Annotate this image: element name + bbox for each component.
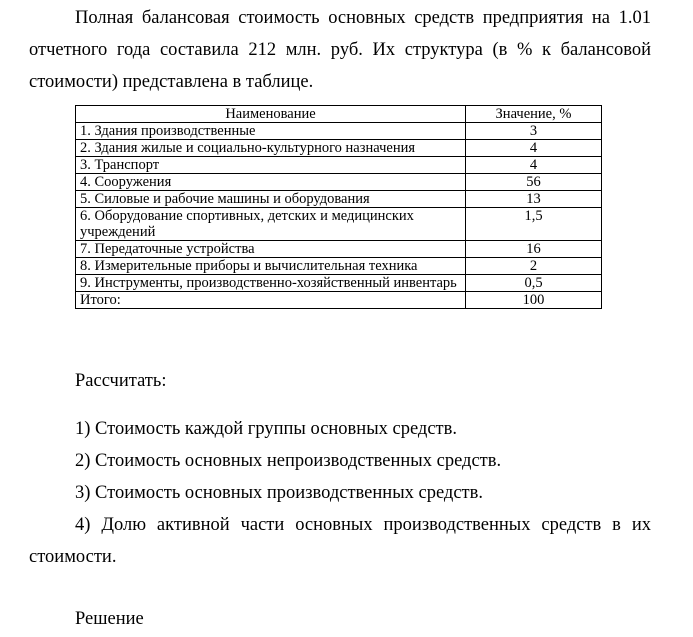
column-header-name: Наименование (76, 106, 466, 123)
row-value: 4 (466, 140, 602, 157)
table-row (76, 140, 602, 157)
task-item-4: 4) Долю активной части основных производственных средств в их стоимости. (29, 515, 651, 567)
row-value: 3 (466, 123, 602, 140)
table-row (76, 191, 602, 208)
table-row (76, 208, 602, 241)
row-name: 7. Передаточные устройства (76, 241, 466, 258)
task-item-3: 3) Стоимость основных производственных средств. (75, 483, 483, 503)
table-row (76, 123, 602, 140)
task-item-2: 2) Стоимость основных непроизводственных средств. (75, 451, 502, 471)
column-header-value: Значение, % (466, 106, 602, 123)
row-value: 4 (466, 157, 602, 174)
fixed-assets-structure-table (75, 105, 602, 309)
table-row (76, 174, 602, 191)
row-value: 13 (466, 191, 602, 208)
total-value: 100 (466, 292, 602, 309)
row-name: 4. Сооружения (76, 174, 466, 191)
table-total-row (76, 292, 602, 309)
task-item-1: 1) Стоимость каждой группы основных средств. (75, 419, 457, 439)
row-name: 2. Здания жилые и социально-культурного назначения (76, 140, 466, 157)
row-name: 8. Измерительные приборы и вычислительная техника (76, 258, 466, 275)
row-name: 6. Оборудование спортивных, детских и медицинских учреждений (76, 208, 466, 241)
table-row (76, 258, 602, 275)
row-value: 0,5 (466, 275, 602, 292)
table-row (76, 241, 602, 258)
row-value: 2 (466, 258, 602, 275)
solution-heading: Решение (75, 609, 144, 629)
row-name: 9. Инструменты, производственно-хозяйственный инвентарь (76, 275, 466, 292)
row-name: 1. Здания производственные (76, 123, 466, 140)
row-value: 16 (466, 241, 602, 258)
row-name: 5. Силовые и рабочие машины и оборудования (76, 191, 466, 208)
row-name: 3. Транспорт (76, 157, 466, 174)
intro-paragraph: Полная балансовая стоимость основных средств предприятия на 1.01 отчетного года составила 212 млн. руб. Их структура (в % к балансовой стоимости) представлена в таблице. (29, 8, 651, 92)
table-row (76, 275, 602, 292)
row-value: 1,5 (466, 208, 602, 241)
table-header-row (76, 106, 602, 123)
total-label: Итого: (76, 292, 466, 309)
table-row (76, 157, 602, 174)
tasks-heading: Рассчитать: (75, 371, 167, 391)
row-value: 56 (466, 174, 602, 191)
